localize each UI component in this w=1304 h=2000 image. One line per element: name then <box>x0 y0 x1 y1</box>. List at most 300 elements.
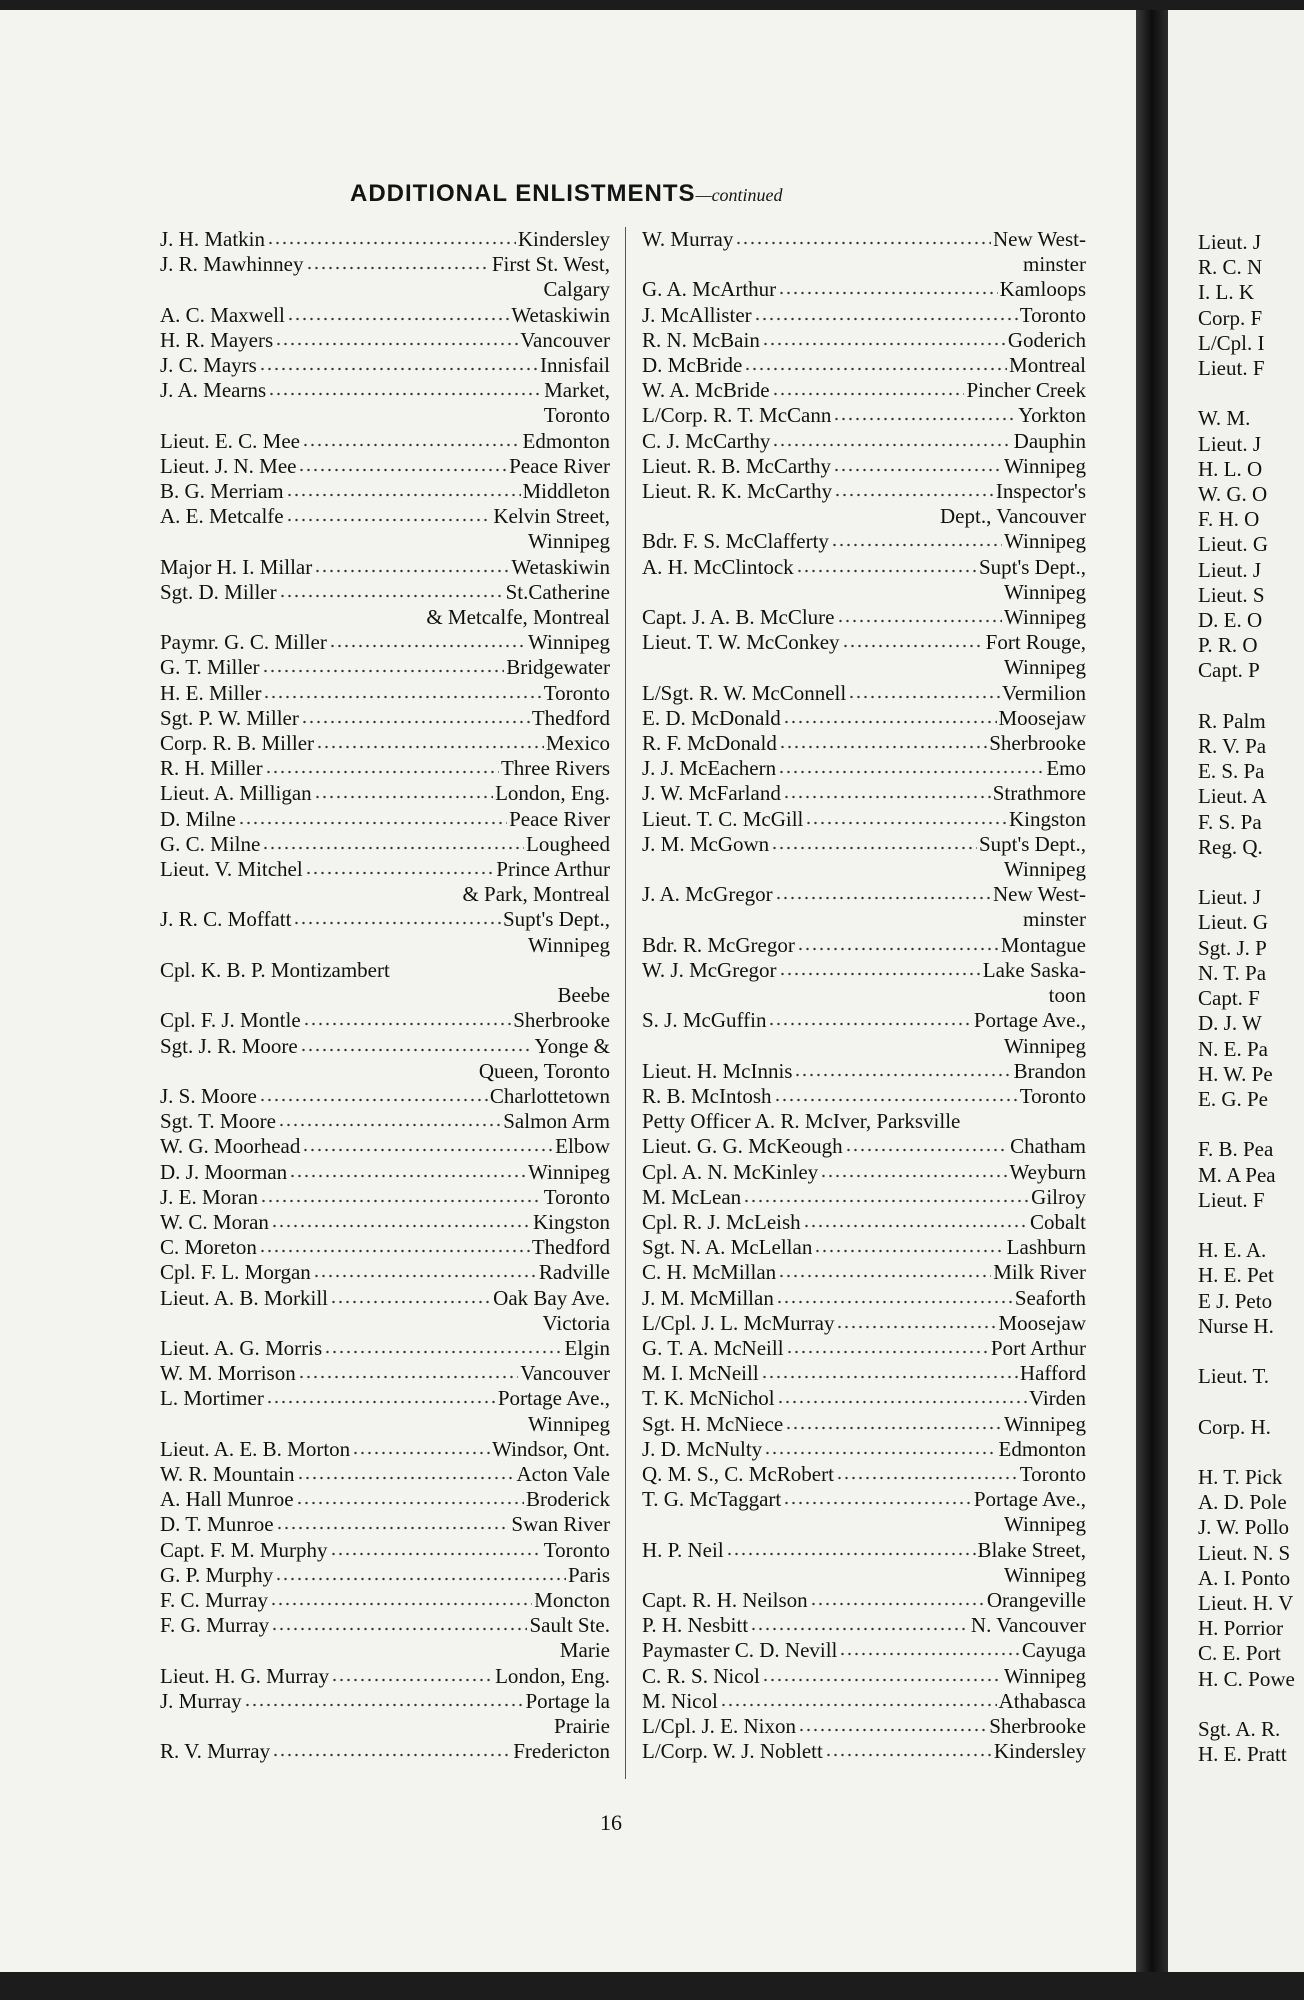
dot-leader <box>779 744 987 750</box>
dot-leader <box>276 1525 510 1531</box>
enlistment-entry <box>642 1084 1086 1109</box>
dot-leader <box>330 1299 491 1305</box>
entry-name: C. J. McCarthy <box>642 428 771 453</box>
entry-place: Acton Vale <box>516 1461 610 1486</box>
entry-row <box>160 555 610 580</box>
entry-name: M. McLean <box>642 1184 742 1209</box>
enlistment-entry <box>160 1336 610 1361</box>
right-page-fragments <box>1198 230 1295 1767</box>
right-page-line: R. Palm <box>1198 708 1266 733</box>
entry-row <box>642 882 1086 907</box>
dot-leader <box>764 1450 996 1456</box>
dot-leader <box>761 1374 1018 1380</box>
entry-row <box>160 655 610 680</box>
entry-name: J. D. McNulty <box>642 1436 763 1461</box>
entry-name: S. J. McGuffin <box>642 1008 767 1033</box>
enlistment-entry <box>160 1613 610 1663</box>
entry-row <box>160 857 610 882</box>
entry-place: Vermilion <box>1002 680 1086 705</box>
entry-place: Athabasca <box>998 1688 1086 1713</box>
enlistment-entry <box>642 1059 1086 1084</box>
entry-name: P. H. Nesbitt <box>642 1613 749 1638</box>
entry-place: Vancouver <box>520 327 610 352</box>
dot-leader <box>330 1551 542 1557</box>
right-page-line: H. E. A. <box>1198 1238 1267 1263</box>
right-page-line: Corp. F <box>1198 305 1263 330</box>
entry-place: Weyburn <box>1009 1159 1086 1184</box>
entry-name: R. H. Miller <box>160 756 263 781</box>
enlistment-entry <box>642 781 1086 806</box>
entry-place: Charlottetown <box>489 1083 610 1108</box>
enlistment-entry <box>160 1462 610 1487</box>
right-page-line: Capt. F <box>1198 986 1260 1011</box>
dot-leader <box>805 820 1007 826</box>
enlistment-entry <box>160 1664 610 1689</box>
entry-row <box>642 1588 1086 1613</box>
entry-name: W. Murray <box>642 227 734 251</box>
dot-leader <box>744 366 1007 372</box>
entry-row <box>160 328 610 353</box>
enlistment-entry <box>160 227 610 252</box>
entry-row <box>642 781 1086 806</box>
enlistment-entry <box>642 1386 1086 1411</box>
right-page-line: E J. Peto <box>1198 1288 1273 1313</box>
entry-place: Edmonton <box>522 428 610 453</box>
entry-place: Portage Ave., <box>973 1487 1086 1512</box>
entry-name: Sgt. D. Miller <box>160 579 277 604</box>
entry-place: Supt's Dept., <box>978 554 1086 579</box>
entry-name: Lieut. H. G. Murray <box>160 1663 330 1688</box>
entry-name: Lieut. H. McInnis <box>642 1058 793 1083</box>
right-page-line: N. E. Pa <box>1198 1036 1268 1061</box>
right-page-line: H. W. Pe <box>1198 1061 1273 1086</box>
entry-name: L/Corp. R. T. McCann <box>642 403 832 428</box>
enlistment-entry <box>642 1437 1086 1462</box>
entry-row <box>642 731 1086 756</box>
right-page-line: Lieut. J <box>1198 557 1261 582</box>
entry-place: Supt's Dept., <box>978 831 1086 856</box>
entry-row <box>160 1084 610 1109</box>
entry-row <box>160 731 610 756</box>
dot-leader <box>296 1500 524 1506</box>
dot-leader <box>726 1551 976 1557</box>
entry-place: Winnipeg <box>528 1159 610 1184</box>
entry-name: Lieut. G. G. McKeough <box>642 1134 843 1159</box>
entry-name: J. J. McEachern <box>642 756 777 781</box>
entry-place: Thedford <box>531 705 610 730</box>
entry-row <box>160 756 610 781</box>
enlistment-column-left <box>160 227 610 1764</box>
right-page-line: W. M. <box>1198 406 1251 431</box>
dot-leader <box>300 1047 533 1053</box>
enlistment-entry <box>642 1487 1086 1537</box>
dot-leader <box>842 643 984 649</box>
entry-name: J. Murray <box>160 1688 242 1713</box>
enlistment-entry <box>160 681 610 706</box>
entry-row <box>160 252 610 277</box>
dot-leader <box>314 794 493 800</box>
entry-row <box>642 756 1086 781</box>
enlistment-entry <box>642 227 1086 277</box>
enlistment-entry <box>642 429 1086 454</box>
entry-place-continued: Winnipeg <box>528 529 610 554</box>
entry-row <box>642 1210 1086 1235</box>
entry-place: Dauphin <box>1013 428 1086 453</box>
dot-leader <box>833 416 1016 422</box>
right-page-line <box>1198 381 1295 406</box>
dot-leader <box>783 1500 972 1506</box>
enlistment-entry <box>642 807 1086 832</box>
right-page-line: P. R. O <box>1198 633 1258 658</box>
entry-place: Lashburn <box>1006 1235 1086 1260</box>
entry-row <box>642 529 1086 554</box>
entry-name: J. S. Moore <box>160 1083 257 1108</box>
enlistment-entry <box>642 1134 1086 1159</box>
right-page-line: F. H. O <box>1198 507 1260 532</box>
enlistment-entry <box>642 1638 1086 1663</box>
entry-name: Bdr. F. S. McClafferty <box>642 529 829 554</box>
entry-place-continued: minster <box>1023 252 1086 277</box>
dot-leader <box>762 341 1006 347</box>
enlistment-entry <box>160 1538 610 1563</box>
dot-leader <box>305 870 495 876</box>
right-page-line: Lieut. G <box>1198 532 1268 557</box>
entry-place: Toronto <box>543 1537 610 1562</box>
entry-row <box>160 1588 610 1613</box>
entry-row <box>160 907 610 932</box>
entry-row <box>642 1260 1086 1285</box>
entry-row <box>642 1487 1086 1512</box>
entry-place: Winnipeg <box>1004 1663 1086 1688</box>
dot-leader <box>771 845 977 851</box>
entry-name: C. Moreton <box>160 1235 257 1260</box>
enlistment-entry <box>642 328 1086 353</box>
entry-name: Cpl. A. N. McKinley <box>642 1159 819 1184</box>
dot-leader <box>837 618 1003 624</box>
entry-name: Lieut. A. Milligan <box>160 781 312 806</box>
entry-place: Wetaskiwin <box>511 302 610 327</box>
entry-row <box>160 630 610 655</box>
enlistment-entry <box>160 378 610 428</box>
right-page-line: H. E. Pet <box>1198 1263 1274 1288</box>
enlistment-entry <box>642 1008 1086 1058</box>
entry-name: Lieut. T. W. McConkey <box>642 630 840 655</box>
enlistment-entry <box>160 857 610 907</box>
entry-row <box>160 1109 610 1134</box>
dot-leader <box>314 568 509 574</box>
entry-name: W. A. McBride <box>642 378 770 403</box>
entry-place: Elgin <box>564 1335 610 1360</box>
enlistment-entry <box>160 1361 610 1386</box>
dot-leader <box>794 1072 1011 1078</box>
enlistment-entry <box>642 933 1086 958</box>
right-page-line: Lieut. F <box>1198 1187 1265 1212</box>
dot-leader <box>778 769 1044 775</box>
entry-row <box>160 1664 610 1689</box>
heading-title: ADDITIONAL ENLISTMENTS <box>350 180 696 207</box>
entry-row <box>160 1160 610 1185</box>
entry-place: Montague <box>1000 932 1086 957</box>
entry-name: Lieut. J. N. Mee <box>160 453 297 478</box>
entry-place: St.Catherine <box>505 579 610 604</box>
entry-place: London, Eng. <box>495 781 610 806</box>
right-page-line: Sgt. A. R. <box>1198 1716 1281 1741</box>
dot-leader <box>271 1626 527 1632</box>
enlistment-entry <box>642 529 1086 554</box>
entry-row <box>160 1185 610 1210</box>
enlistment-entry <box>160 1437 610 1462</box>
dot-leader <box>329 643 526 649</box>
entry-name: Petty Officer A. R. McIver, Parksville <box>642 1109 961 1134</box>
entry-row <box>642 1538 1086 1563</box>
right-page-line: L/Cpl. I <box>1198 330 1265 355</box>
entry-place: Hafford <box>1019 1361 1086 1386</box>
entry-row <box>642 1739 1086 1764</box>
entry-row <box>642 1613 1086 1638</box>
entry-row <box>642 454 1086 479</box>
dot-leader <box>259 1097 488 1103</box>
enlistment-entry <box>642 1739 1086 1764</box>
entry-place: Virden <box>1028 1386 1086 1411</box>
dot-leader <box>293 920 500 926</box>
entry-name: L/Cpl. J. E. Nixon <box>642 1713 797 1738</box>
dot-leader <box>271 1223 531 1229</box>
entry-place-continued: Winnipeg <box>528 1411 610 1436</box>
entry-place: Windsor, Ont. <box>492 1436 610 1461</box>
entry-place-continued: toon <box>1048 983 1086 1008</box>
page-heading <box>350 180 783 208</box>
dot-leader <box>774 1097 1018 1103</box>
right-page-line: J. W. Pollo <box>1198 1515 1290 1540</box>
entry-place: Toronto <box>1019 302 1086 327</box>
entry-row <box>642 605 1086 630</box>
entry-name: Sgt. H. McNiece <box>642 1411 784 1436</box>
dot-leader <box>797 946 999 952</box>
dot-leader <box>306 265 490 271</box>
entry-name: H. P. Neil <box>642 1537 724 1562</box>
entry-row <box>642 555 1086 580</box>
entry-place: Three Rivers <box>500 756 610 781</box>
dot-leader <box>772 442 1011 448</box>
entry-name: A. H. McClintock <box>642 554 794 579</box>
entry-name: R. B. McIntosh <box>642 1083 772 1108</box>
entry-row <box>160 454 610 479</box>
entry-place: Prince Arthur <box>496 857 610 882</box>
entry-row <box>160 1386 610 1411</box>
entry-name: W. G. Moorhead <box>160 1134 301 1159</box>
entry-name: A. Hall Munroe <box>160 1487 294 1512</box>
entry-name: J. McAllister <box>642 302 752 327</box>
right-page-line: Lieut. J <box>1198 431 1261 456</box>
entry-name: W. R. Mountain <box>160 1461 295 1486</box>
right-page-line: Lieut. T. <box>1198 1364 1269 1389</box>
entry-row <box>642 1008 1086 1033</box>
right-page-line <box>1198 1692 1295 1717</box>
entry-row <box>642 1286 1086 1311</box>
entry-place: Port Arthur <box>990 1335 1086 1360</box>
enlistment-entry <box>160 907 610 957</box>
entry-place-continued: Toronto <box>543 403 610 428</box>
enlistment-entry <box>642 832 1086 882</box>
entry-place: Bridgewater <box>506 655 610 680</box>
enlistment-entry <box>642 731 1086 756</box>
entry-place: Kingston <box>1008 806 1086 831</box>
entry-row <box>160 1008 610 1033</box>
entry-name: Sgt. P. W. Miller <box>160 705 299 730</box>
entry-place-continued: & Park, Montreal <box>462 882 610 907</box>
enlistment-entry <box>642 756 1086 781</box>
right-page-line: C. E. Port <box>1198 1641 1281 1666</box>
dot-leader <box>777 1399 1027 1405</box>
entry-name: T. K. McNichol <box>642 1386 775 1411</box>
right-page-line: Lieut. F <box>1198 356 1265 381</box>
right-page-line: E. S. Pa <box>1198 759 1265 784</box>
entry-row <box>642 1109 1086 1134</box>
entry-row <box>642 681 1086 706</box>
enlistment-entry <box>642 1286 1086 1311</box>
enlistment-entry <box>160 807 610 832</box>
entry-place-continued: Calgary <box>543 277 610 302</box>
entry-name: J. R. C. Moffatt <box>160 907 292 932</box>
entry-name: H. R. Mayers <box>160 327 274 352</box>
book-gutter <box>1136 10 1168 1972</box>
enlistment-entry <box>160 1034 610 1084</box>
dot-leader <box>298 467 507 473</box>
entry-row <box>642 227 1086 252</box>
entry-name: M. I. McNeill <box>642 1361 759 1386</box>
enlistment-entry <box>642 882 1086 932</box>
right-page-line: F. B. Pea <box>1198 1137 1274 1162</box>
enlistment-entry <box>160 555 610 580</box>
entry-row <box>160 1286 610 1311</box>
entry-place: Lake Saska- <box>982 957 1086 982</box>
enlistment-entry <box>642 1210 1086 1235</box>
enlistment-entry <box>160 1286 610 1336</box>
entry-place: Fredericton <box>513 1739 610 1764</box>
enlistment-entry <box>160 1689 610 1739</box>
enlistment-entry <box>642 479 1086 529</box>
entry-name: Lieut. A. G. Morris <box>160 1335 323 1360</box>
entry-place: Moosejaw <box>998 705 1086 730</box>
entry-place: Vancouver <box>520 1361 610 1386</box>
entry-place: Edmonton <box>998 1436 1086 1461</box>
entry-name: G. T. A. McNeill <box>642 1335 784 1360</box>
entry-name: J. H. Matkin <box>160 227 265 251</box>
entry-name: Lieut. A. E. B. Morton <box>160 1436 351 1461</box>
entry-row <box>160 479 610 504</box>
entry-place: Moncton <box>534 1587 610 1612</box>
dot-leader <box>268 391 542 397</box>
entry-place: Blake Street, <box>977 1537 1086 1562</box>
right-page-line <box>1198 1389 1295 1414</box>
dot-leader <box>297 1475 515 1481</box>
enlistment-entry <box>642 1361 1086 1386</box>
entry-place: Swan River <box>511 1512 610 1537</box>
entry-place: Cobalt <box>1030 1209 1086 1234</box>
entry-place: Toronto <box>543 680 610 705</box>
dot-leader <box>302 1147 553 1153</box>
dot-leader <box>848 694 1000 700</box>
right-page-line: R. C. N <box>1198 255 1263 280</box>
right-page-line: N. T. Pa <box>1198 960 1267 985</box>
entry-place: Peace River <box>509 453 610 478</box>
right-page-line <box>1198 860 1295 885</box>
entry-name: Paymaster C. D. Nevill <box>642 1638 838 1663</box>
dot-leader <box>260 1198 542 1204</box>
entry-row <box>642 1084 1086 1109</box>
entry-row <box>160 378 610 403</box>
enlistment-entry <box>642 303 1086 328</box>
entry-row <box>160 1260 610 1285</box>
entry-row <box>160 781 610 806</box>
entry-row <box>160 681 610 706</box>
entry-row <box>160 1512 610 1537</box>
dot-leader <box>286 492 521 498</box>
right-page-line: Lieut. H. V <box>1198 1590 1294 1615</box>
entry-place: Yonge & <box>534 1033 610 1058</box>
entry-place: Winnipeg <box>1004 529 1086 554</box>
entry-name: Sgt. T. Moore <box>160 1109 276 1134</box>
entry-row <box>160 1487 610 1512</box>
right-page-line <box>1198 1112 1295 1137</box>
entry-row <box>160 227 610 252</box>
right-page-line: H. E. Pratt <box>1198 1742 1287 1767</box>
dot-leader <box>778 1273 991 1279</box>
right-page-line: F. S. Pa <box>1198 809 1262 834</box>
right-page-line <box>1198 1213 1295 1238</box>
enlistment-entry <box>160 781 610 806</box>
dot-leader <box>803 1223 1028 1229</box>
entry-place: Kamloops <box>999 277 1086 302</box>
entry-place: Oak Bay Ave. <box>493 1285 610 1310</box>
entry-place: Market, <box>544 378 610 403</box>
entry-place-continued: Winnipeg <box>1004 1512 1086 1537</box>
entry-name: Sgt. N. A. McLellan <box>642 1235 813 1260</box>
dot-leader <box>313 1273 537 1279</box>
dot-leader <box>834 492 994 498</box>
entry-name: J. M. McGown <box>642 831 770 856</box>
enlistment-entry <box>160 1588 610 1613</box>
entry-row <box>160 1034 610 1059</box>
entry-row <box>642 1664 1086 1689</box>
enlistment-entry <box>160 1109 610 1134</box>
entry-place: Radville <box>538 1260 610 1285</box>
entry-name: M. Nicol <box>642 1688 718 1713</box>
dot-leader <box>238 820 507 826</box>
entry-row <box>642 1235 1086 1260</box>
enlistment-entry <box>642 681 1086 706</box>
entry-row <box>642 630 1086 655</box>
entry-place: Winnipeg <box>1004 1411 1086 1436</box>
enlistment-entry <box>160 1084 610 1109</box>
entry-row <box>160 1437 610 1462</box>
entry-row <box>160 1361 610 1386</box>
entry-name: C. R. S. Nicol <box>642 1663 760 1688</box>
dot-leader <box>779 971 981 977</box>
right-page-line: Lieut. J <box>1198 885 1261 910</box>
entry-name: H. E. Miller <box>160 680 262 705</box>
enlistment-entry <box>160 1185 610 1210</box>
dot-leader <box>778 290 998 296</box>
enlistment-entry <box>160 630 610 655</box>
column-divider <box>625 227 626 1779</box>
entry-name: Lieut. E. C. Mee <box>160 428 300 453</box>
entry-name: Bdr. R. McGregor <box>642 932 795 957</box>
dot-leader <box>287 316 510 322</box>
entry-row <box>642 706 1086 731</box>
dot-leader <box>798 1727 987 1733</box>
right-page-line: E. G. Pe <box>1198 1086 1268 1111</box>
